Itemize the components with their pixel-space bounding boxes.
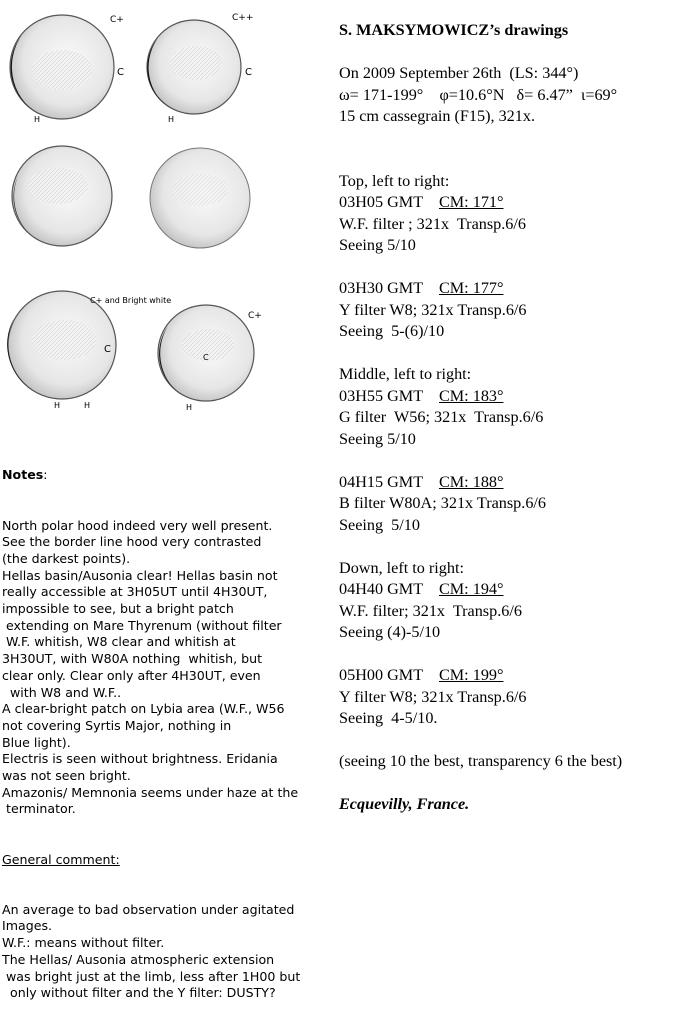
obs-seeing: Seeing 5/10 — [339, 429, 416, 448]
drawing-2-note-b: C — [245, 67, 252, 78]
note-line: A clear-bright patch on Lybia area (W.F., W56 — [2, 701, 285, 717]
note-line: Hellas basin/Ausonia clear! Hellas basin not — [2, 567, 278, 583]
drawing-6-note-a: C+ — [248, 311, 262, 321]
central-meridian: CM: 194° — [438, 580, 504, 598]
note-line: with W8 and W.F.. — [2, 684, 122, 700]
drawing-5 — [7, 291, 171, 410]
note-line: Images. — [2, 918, 53, 934]
notes-list — [2, 518, 322, 819]
note-line: 3H30UT, with W80A nothing whitish, but — [2, 651, 263, 667]
drawing-1-note-b: C — [117, 67, 124, 78]
date-line: On 2009 September 26th (LS: 344°) — [339, 64, 579, 82]
drawings-panel — [0, 0, 285, 420]
drawing-6 — [158, 305, 262, 412]
obs-seeing: Seeing (4)-5/10 — [339, 623, 441, 641]
drawing-4 — [150, 148, 250, 248]
drawing-1-note-a: C+ — [110, 15, 124, 25]
obs-seeing: Seeing 5/10 — [339, 515, 420, 534]
note-line: was not seen bright. — [2, 768, 131, 784]
obs-filter: W.F. filter ; 321x Transp.6/6 — [339, 214, 526, 233]
drawing-2-note-a: C++ — [232, 13, 254, 23]
obs-filter: Y filter W8; 321x Transp.6/6 — [339, 300, 527, 319]
drawing-5-note-b: C — [104, 344, 111, 355]
obs-time-line — [339, 665, 689, 687]
drawing-5-note-d: H — [84, 401, 91, 410]
obs-filter: B filter W80A; 321x Transp.6/6 — [339, 494, 546, 512]
general-comment-heading: General comment: — [2, 851, 120, 867]
drawing-6-note-c: H — [186, 403, 193, 412]
obs-filter: Y filter W8; 321x Transp.6/6 — [339, 687, 527, 706]
note-line: really accessible at 3H05UT until 4H30UT, — [2, 584, 268, 600]
page-title: S. MAKSYMOWICZ’s drawings — [339, 21, 569, 39]
general-comment-list — [2, 902, 322, 1002]
obs-filter: G filter W56; 321x Transp.6/6 — [339, 408, 544, 426]
section-heading: Middle, left to right: — [339, 365, 472, 383]
obs-time-line — [339, 579, 689, 601]
obs-time-line — [339, 192, 689, 214]
note-line: Blue light). — [2, 734, 71, 750]
note-line: was bright just at the limb, less after 1H00 but — [2, 968, 301, 984]
obs-time: 04H40 GMT — [339, 580, 423, 598]
obs-filter: W.F. filter; 321x Transp.6/6 — [339, 601, 522, 620]
obs-seeing: Seeing 5-(6)/10 — [339, 322, 445, 340]
note-line: The Hellas/ Ausonia atmospheric extension — [2, 951, 275, 967]
central-meridian: CM: 199° — [438, 666, 504, 684]
drawing-2-note-c: H — [168, 115, 175, 124]
obs-time-line — [339, 386, 689, 408]
obs-time: 05H00 GMT — [339, 666, 423, 684]
note-line: not covering Syrtis Major, nothing in — [2, 717, 232, 733]
drawing-5-note-a: C+ and Bright white — [90, 296, 172, 305]
note-line: W.F.: means without filter. — [2, 935, 165, 951]
note-line: Electris is seen without brightness. Eridania — [2, 751, 278, 767]
obs-time: 03H05 GMT — [339, 193, 423, 211]
legend-line: (seeing 10 the best, transparency 6 the best) — [339, 752, 623, 770]
obs-seeing: Seeing 4-5/10. — [339, 709, 438, 727]
location: Ecquevilly, France. — [339, 795, 470, 813]
drawing-3 — [12, 146, 112, 246]
central-meridian: CM: 171° — [438, 193, 504, 211]
central-meridian: CM: 177° — [438, 279, 504, 297]
observation-sections — [339, 171, 689, 752]
note-line: (the darkest points). — [2, 550, 131, 566]
note-line: clear only. Clear only after 4H30UT, even — [2, 667, 261, 683]
obs-time: 04H15 GMT — [339, 472, 423, 491]
drawing-5-note-c: H — [54, 401, 61, 410]
params-line: ω= 171-199° φ=10.6°N δ= 6.47” ι=69° — [339, 85, 618, 104]
obs-time-line — [339, 472, 689, 494]
central-meridian: CM: 183° — [438, 386, 504, 405]
drawing-1 — [10, 15, 124, 124]
obs-time: 03H30 GMT — [339, 279, 423, 297]
note-line: only without filter and the Y filter: DUSTY? — [2, 985, 276, 1001]
notes-heading: Notes: — [2, 467, 48, 483]
note-line: Amazonis/ Memnonia seems under haze at the — [2, 784, 299, 800]
note-line: W.F. whitish, W8 clear and whitish at — [2, 634, 236, 650]
note-line: An average to bad observation under agitated — [2, 901, 295, 917]
notes-block — [2, 434, 322, 1019]
observation-column — [339, 20, 689, 816]
drawing-6-note-b: C — [203, 353, 209, 362]
obs-time-line — [339, 278, 689, 300]
obs-seeing: Seeing 5/10 — [339, 236, 416, 254]
section-heading: Down, left to right: — [339, 558, 464, 577]
central-meridian: CM: 188° — [438, 472, 504, 491]
note-line: See the border line hood very contrasted — [2, 534, 262, 550]
obs-time: 03H55 GMT — [339, 386, 423, 405]
drawing-2 — [147, 13, 253, 124]
scope-line: 15 cm cassegrain (F15), 321x. — [339, 107, 536, 125]
section-heading: Top, left to right: — [339, 171, 450, 190]
note-line: North polar hood indeed very well present. — [2, 517, 273, 533]
note-line: impossible to see, but a bright patch — [2, 601, 234, 617]
drawing-1-note-c: H — [34, 115, 41, 124]
note-line: extending on Mare Thyrenum (without filter — [2, 617, 282, 633]
drawings-svg — [0, 0, 285, 420]
note-line: terminator. — [2, 801, 76, 817]
